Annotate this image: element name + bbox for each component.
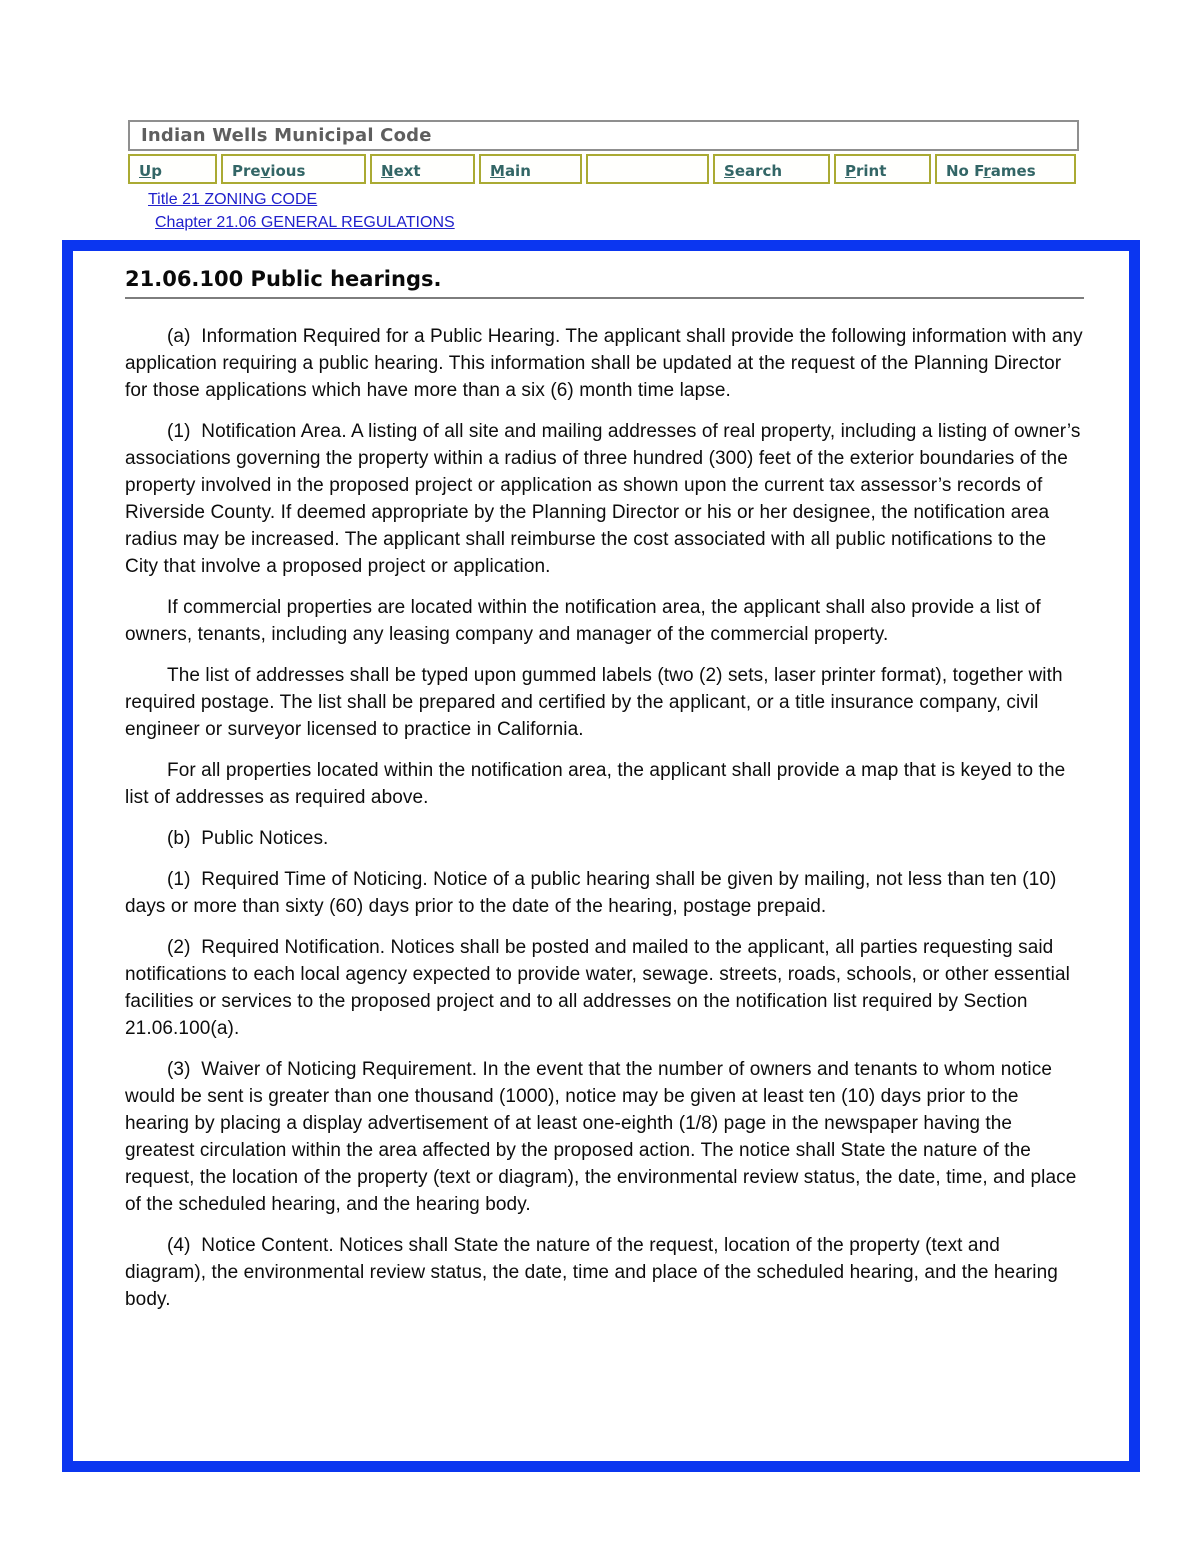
main-button-label-post: ain bbox=[504, 162, 531, 180]
previous-button-accesskey: v bbox=[260, 162, 271, 180]
no-frames-button-label-post: ames bbox=[990, 162, 1036, 180]
paragraph-b2: (2) Required Notification. Notices shall be posted and mailed to the applicant, all parties requesting said notifications to each local agency expected to provide water, sewage. streets, roads, schools, or other essential facilities or services to the proposed project and to all addresses on the notification list required by Section 21.06.100(a). bbox=[125, 937, 1076, 1039]
up-button-accesskey: U bbox=[139, 162, 152, 180]
print-button-label-post: rint bbox=[856, 162, 887, 180]
paragraph-b4: (4) Notice Content. Notices shall State the nature of the request, location of the property (text and diagram), the environmental review status, the date, time and place of the scheduled hearing, and the hearing body. bbox=[125, 1235, 1064, 1310]
breadcrumb-title-21-link[interactable]: Title 21 ZONING CODE bbox=[148, 191, 318, 208]
paragraph-b1: (1) Required Time of Noticing. Notice of a public hearing shall be given by mailing, not less than ten (10) days or more than sixty (60) days prior to the date of the hearing, postage prepaid. bbox=[125, 869, 1062, 917]
paragraph-commercial: If commercial properties are located within the notification area, the applicant shall also provide a list of owners, tenants, including any leasing company and manager of the commercial property. bbox=[125, 597, 1047, 645]
up-button[interactable] bbox=[128, 154, 217, 184]
paragraph-a1: (1) Notification Area. A listing of all site and mailing addresses of real property, including a listing of owner’s associations governing the property within a radius of three hundred (300) feet of the exterior boundaries of the property involved in the proposed project or application as shown upon the current tax assessor’s records of Riverside County. If deemed appropriate by the Planning Director or his or her designee, the notification area radius may be increased. The applicant shall reimburse the cost associated with all public notifications to the City that involve a proposed project or application. bbox=[125, 421, 1086, 577]
breadcrumb-chapter-21-06-link[interactable]: Chapter 21.06 GENERAL REGULATIONS bbox=[155, 214, 455, 231]
section-heading: 21.06.100 Public hearings. bbox=[125, 267, 1084, 299]
paragraph-labels: The list of addresses shall be typed upon gummed labels (two (2) sets, laser printer format), together with required postage. The list shall be prepared and certified by the applicant, or a title insurance company, civil engineer or surveyor licensed to practice in California. bbox=[125, 665, 1069, 740]
toolbar-empty-field[interactable] bbox=[586, 154, 709, 184]
search-button[interactable] bbox=[713, 154, 830, 184]
main-button[interactable] bbox=[479, 154, 582, 184]
app-title-bar bbox=[128, 120, 1079, 151]
paragraph-a: (a) Information Required for a Public Hearing. The applicant shall provide the following information with any application requiring a public hearing. This information shall be updated at the request of the Planning Director for those applications which have more than a six (6) month time lapse. bbox=[125, 326, 1089, 401]
up-button-label-post: p bbox=[151, 162, 162, 180]
paragraph-b: (b) Public Notices. bbox=[167, 828, 329, 849]
header bbox=[128, 120, 1079, 234]
previous-button-label-post: ious bbox=[270, 162, 306, 180]
paragraph-map: For all properties located within the notification area, the applicant shall provide a map that is keyed to the list of addresses as required above. bbox=[125, 760, 1071, 808]
no-frames-button-label-pre: No F bbox=[946, 162, 984, 180]
document-body bbox=[125, 323, 1089, 1313]
next-button-accesskey: N bbox=[381, 162, 394, 180]
paragraph-b3: (3) Waiver of Noticing Requirement. In the event that the number of owners and tenants to whom notice would be sent is greater than one thousand (1000), notice may be given at least ten (10) days prior to the hearing by placing a display advertisement of at least one-eighth (1/8) page in the newspaper having the greatest circulation within the area affected by the proposed action. The notice shall State the nature of the request, the location of the property (text or diagram), the environmental review status, the date, time, and place of the scheduled hearing, and the hearing body. bbox=[125, 1059, 1082, 1215]
navigation-toolbar bbox=[128, 154, 1079, 184]
print-button[interactable] bbox=[834, 154, 931, 184]
previous-button-label-pre: Pre bbox=[232, 162, 261, 180]
main-button-accesskey: M bbox=[490, 162, 505, 180]
content-frame bbox=[62, 240, 1140, 1472]
no-frames-button-accesskey: r bbox=[983, 162, 991, 180]
search-button-label-post: earch bbox=[734, 162, 783, 180]
next-button[interactable] bbox=[370, 154, 475, 184]
print-button-accesskey: P bbox=[845, 162, 856, 180]
next-button-label-post: ext bbox=[393, 162, 421, 180]
app-title: Indian Wells Municipal Code bbox=[141, 125, 432, 146]
search-button-accesskey: S bbox=[724, 162, 735, 180]
no-frames-button[interactable] bbox=[935, 154, 1076, 184]
previous-button[interactable] bbox=[221, 154, 366, 184]
breadcrumb bbox=[128, 188, 1079, 234]
